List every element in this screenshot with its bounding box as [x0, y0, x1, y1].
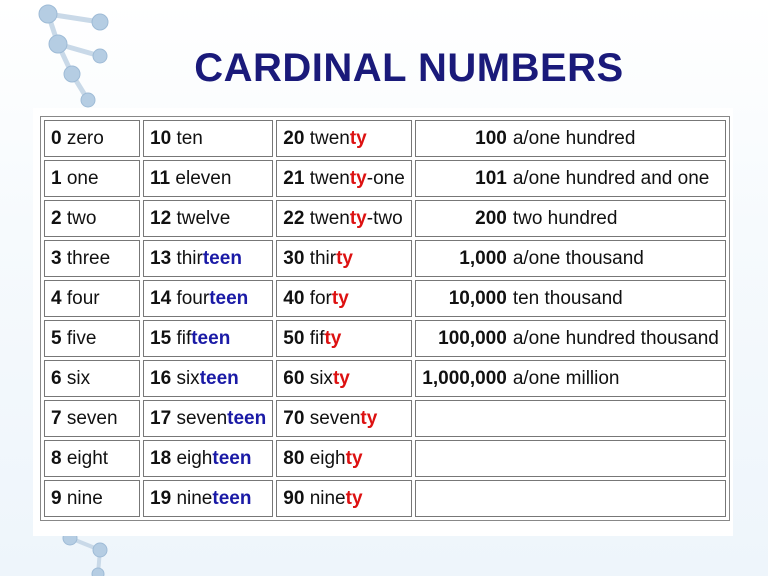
table-row	[44, 480, 726, 517]
table-row	[44, 240, 726, 277]
number-word: three	[66, 247, 111, 269]
cell-teens	[143, 160, 273, 197]
cell-tens	[276, 280, 412, 317]
number-digit: 10,000	[448, 287, 507, 309]
number-word-rest: -one	[366, 167, 405, 189]
ty-suffix: ty	[349, 207, 367, 229]
number-digit: 6	[51, 367, 62, 389]
ty-suffix: ty	[324, 327, 342, 349]
cell-tens	[276, 360, 412, 397]
ty-suffix: ty	[360, 407, 378, 429]
number-digit: 18	[150, 447, 172, 469]
number-word: seven	[66, 407, 118, 429]
table-row	[44, 320, 726, 357]
number-digit: 70	[283, 407, 305, 429]
number-word-stem: thir	[309, 247, 337, 269]
number-digit: 4	[51, 287, 62, 309]
number-digit: 80	[283, 447, 305, 469]
teen-suffix: teen	[209, 287, 249, 309]
number-digit: 0	[51, 127, 62, 149]
number-word-stem: twelve	[176, 207, 231, 229]
cell-teens	[143, 360, 273, 397]
cell-tens	[276, 240, 412, 277]
number-word: a/one thousand	[512, 247, 644, 269]
cell-units	[44, 200, 140, 237]
number-word-stem: seven	[309, 407, 361, 429]
cell-units	[44, 440, 140, 477]
ty-suffix: ty	[345, 447, 363, 469]
number-digit: 5	[51, 327, 62, 349]
number-digit: 8	[51, 447, 62, 469]
table-row	[44, 360, 726, 397]
cell-tens	[276, 320, 412, 357]
teen-suffix: teen	[202, 247, 242, 269]
number-word-stem: for	[309, 287, 332, 309]
number-digit: 30	[283, 247, 305, 269]
number-word: nine	[66, 487, 103, 509]
numbers-table-panel	[33, 108, 733, 536]
cell-teens	[143, 120, 273, 157]
cell-large	[415, 280, 726, 317]
cell-tens	[276, 440, 412, 477]
table-row	[44, 160, 726, 197]
cell-tens	[276, 400, 412, 437]
table-row	[44, 200, 726, 237]
cell-large	[415, 160, 726, 197]
number-digit: 200	[475, 207, 507, 229]
cell-tens	[276, 480, 412, 517]
cell-large	[415, 440, 726, 477]
number-digit: 17	[150, 407, 172, 429]
number-digit: 2	[51, 207, 62, 229]
number-digit: 40	[283, 287, 305, 309]
cell-units	[44, 280, 140, 317]
cell-tens	[276, 160, 412, 197]
cell-units	[44, 320, 140, 357]
number-digit: 101	[475, 167, 507, 189]
number-word: ten thousand	[512, 287, 623, 309]
number-word-stem: ten	[176, 127, 203, 149]
cell-large	[415, 240, 726, 277]
cell-teens	[143, 440, 273, 477]
cell-large	[415, 360, 726, 397]
table-row	[44, 400, 726, 437]
number-digit: 7	[51, 407, 62, 429]
number-digit: 1,000	[459, 247, 507, 269]
number-word: five	[66, 327, 97, 349]
number-digit: 1	[51, 167, 62, 189]
table-row	[44, 120, 726, 157]
number-word: two	[66, 207, 97, 229]
numbers-table	[40, 116, 730, 521]
teen-suffix: teen	[212, 487, 252, 509]
ty-suffix: ty	[345, 487, 363, 509]
number-digit: 15	[150, 327, 172, 349]
number-word-stem: eigh	[176, 447, 213, 469]
number-word: six	[66, 367, 91, 389]
cell-large	[415, 400, 726, 437]
cell-teens	[143, 280, 273, 317]
number-word: two hundred	[512, 207, 618, 229]
number-word: a/one hundred	[512, 127, 636, 149]
page-title: CARDINAL NUMBERS	[194, 46, 624, 90]
cell-tens	[276, 200, 412, 237]
number-word-stem: four	[176, 287, 210, 309]
number-word-stem: twen	[309, 207, 350, 229]
cell-teens	[143, 240, 273, 277]
number-word-stem: nine	[309, 487, 346, 509]
number-word: one	[66, 167, 99, 189]
number-word-rest: -two	[366, 207, 403, 229]
number-digit: 16	[150, 367, 172, 389]
cell-large	[415, 120, 726, 157]
number-digit: 1,000,000	[422, 367, 507, 389]
number-word: eight	[66, 447, 109, 469]
number-word-stem: fif	[176, 327, 192, 349]
number-word-stem: twen	[309, 167, 350, 189]
number-digit: 14	[150, 287, 172, 309]
number-digit: 100	[475, 127, 507, 149]
cell-units	[44, 360, 140, 397]
teen-suffix: teen	[191, 327, 231, 349]
number-digit: 22	[283, 207, 305, 229]
number-digit: 21	[283, 167, 305, 189]
cell-units	[44, 480, 140, 517]
number-digit: 12	[150, 207, 172, 229]
teen-suffix: teen	[199, 367, 239, 389]
cell-units	[44, 160, 140, 197]
cell-units	[44, 120, 140, 157]
teen-suffix: teen	[212, 447, 252, 469]
number-word: a/one hundred and one	[512, 167, 710, 189]
number-word-stem: eleven	[175, 167, 232, 189]
number-digit: 9	[51, 487, 62, 509]
number-word-stem: fif	[309, 327, 325, 349]
cell-units	[44, 240, 140, 277]
number-word-stem: nine	[176, 487, 213, 509]
cell-large	[415, 320, 726, 357]
ty-suffix: ty	[332, 367, 350, 389]
number-digit: 10	[150, 127, 172, 149]
cell-teens	[143, 400, 273, 437]
number-word-stem: six	[309, 367, 333, 389]
number-word: a/one hundred thousand	[512, 327, 719, 349]
ty-suffix: ty	[349, 127, 367, 149]
number-word: a/one million	[512, 367, 620, 389]
number-digit: 3	[51, 247, 62, 269]
number-digit: 11	[150, 167, 171, 189]
cell-units	[44, 400, 140, 437]
teen-suffix: teen	[227, 407, 267, 429]
table-row	[44, 280, 726, 317]
number-digit: 20	[283, 127, 305, 149]
cell-teens	[143, 320, 273, 357]
number-digit: 50	[283, 327, 305, 349]
number-digit: 90	[283, 487, 305, 509]
number-word: four	[66, 287, 100, 309]
cell-teens	[143, 200, 273, 237]
number-word-stem: seven	[176, 407, 228, 429]
number-digit: 19	[150, 487, 172, 509]
number-word-stem: thir	[176, 247, 203, 269]
number-word-stem: six	[176, 367, 200, 389]
number-digit: 60	[283, 367, 305, 389]
cell-tens	[276, 120, 412, 157]
cell-large	[415, 200, 726, 237]
ty-suffix: ty	[331, 287, 349, 309]
cell-teens	[143, 480, 273, 517]
number-digit: 13	[150, 247, 172, 269]
number-word: zero	[66, 127, 104, 149]
number-digit: 100,000	[438, 327, 507, 349]
ty-suffix: ty	[349, 167, 367, 189]
number-word-stem: twen	[309, 127, 350, 149]
cell-large	[415, 480, 726, 517]
table-row	[44, 440, 726, 477]
ty-suffix: ty	[336, 247, 354, 269]
number-word-stem: eigh	[309, 447, 346, 469]
